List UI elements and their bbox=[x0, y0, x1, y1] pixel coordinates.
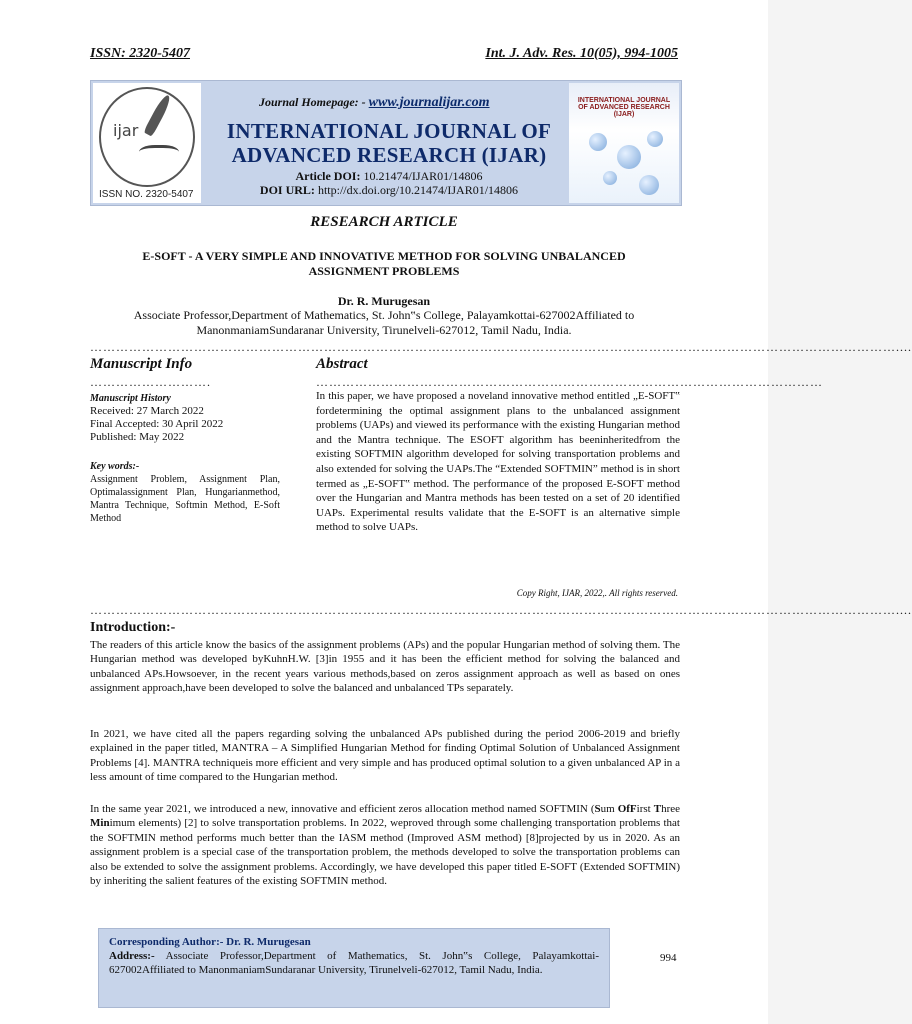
doi-url-label: DOI URL: bbox=[259, 183, 315, 197]
molecule-icon bbox=[603, 171, 617, 185]
address-text: Associate Professor,Department of Mathematics, St. John‟s College, Palayamkottai-627002Affiliated to ManonmaniamSundaranar University, Tirunelveli-627012, Tamil Nadu, India. bbox=[109, 950, 599, 976]
manuscript-dots: ………………………. bbox=[90, 375, 211, 389]
history-label: Manuscript History bbox=[90, 393, 171, 404]
p3-bold: S bbox=[594, 803, 601, 815]
p3-bold: Min bbox=[90, 817, 110, 830]
article-doi: 10.21474/IJAR01/14806 bbox=[363, 169, 483, 183]
abstract-heading: Abstract bbox=[316, 356, 368, 372]
molecule-icon bbox=[617, 145, 641, 169]
keywords-text: Assignment Problem, Assignment Plan, Optimalassignment Plan, Hungarianmethod, Mantra Technique, Softmin Method, E-Soft Method bbox=[90, 474, 280, 524]
journal-title-line2: ADVANCED RESEARCH (IJAR) bbox=[231, 143, 547, 167]
keywords-block bbox=[90, 460, 280, 525]
p3-bold: T bbox=[653, 803, 662, 815]
accepted-date: Final Accepted: 30 April 2022 bbox=[90, 418, 224, 430]
separator-bottom: …………………………………………………………………………………………………………………………………………………………………….... bbox=[90, 603, 912, 617]
journal-homepage bbox=[259, 95, 490, 111]
manuscript-history bbox=[90, 392, 280, 444]
p3-bold: Of bbox=[617, 803, 630, 815]
published-date: Published: May 2022 bbox=[90, 431, 185, 443]
article-title: E-SOFT - A VERY SIMPLE AND INNOVATIVE METHOD FOR SOLVING UNBALANCED ASSIGNMENT PROBLEMS bbox=[142, 249, 626, 278]
issn-label: ISSN: 2320-5407 bbox=[90, 46, 190, 61]
intro-paragraph-3 bbox=[90, 802, 680, 888]
molecule-icon bbox=[639, 175, 659, 195]
p3-text: imum elements) [2] to solve transportation problems. In 2022, weproved through some challenging transportation problems that the SOFTMIN method performs much better than the IASM method (Improved ASM method) [8]projected by us in 2020. As an assignment problem is a special case of the transportation problem, the methods developed to solve the transportation problems can also be extended to solve the assignment problems. Accordingly, we have developed this paper titled E-SOFT (Extended SOFTMIN) by inheriting the salient features of the existing SOFTMIN method. bbox=[90, 817, 680, 888]
article-doi-label: Article DOI: bbox=[295, 169, 361, 183]
intro-paragraph-1: The readers of this article know the basics of the assignment problems (APs) and the popular Hungarian method of solving them. The Hungarian method was developed byKuhnH.W. [3]in 1955 and it has been the efficient method for solving the balanced and unbalanced APs.Howsoever, in the recent years various methods,based on zeros assignment approach as well as based on ones assignment approach,have been developed to solve the balanced and unbalanced TPs separately. bbox=[90, 639, 680, 695]
introduction-heading: Introduction:- bbox=[90, 620, 176, 635]
author-affiliation: Associate Professor,Department of Mathematics, St. John‟s College, Palayamkottai-627002Affiliated to ManonmaniamSundaranar University, Tirunelveli-627012, Tamil Nadu, India. bbox=[133, 308, 635, 337]
abstract-text: In this paper, we have proposed a noveland innovative method entitled „E-SOFT‟ fordetermining the optimal assignment plans to the unbalanced assignment problems (UAPs) and viewed its performance with the existing Hungarian method and the Mantra technique. The ESOFT algorithm has beeninheritedfrom the existing SOFTMIN algorithm developed for solving transportation problems and also extended for solving the UAPs.The “Extended SOFTMIN” method is in short termed as „E-SOFT‟ method. The performance of the proposed E-SOFT method over the Hungarian and Mantra methods has been tested on a set of 20 identified UAPs. Experimental results validate that the E-SOFT is an alternative simple method to solve UAPs. bbox=[316, 390, 680, 534]
corresponding-author-box bbox=[98, 928, 610, 1008]
separator-top: …………………………………………………………………………………………………………………………………………………………………….... bbox=[90, 340, 912, 354]
manuscript-info-heading: Manuscript Info bbox=[90, 356, 193, 372]
p3-text: um bbox=[600, 803, 618, 815]
p3-bold: F bbox=[629, 803, 637, 815]
running-header bbox=[90, 46, 678, 62]
doi-block bbox=[219, 169, 559, 197]
logo-text: ijar bbox=[113, 121, 139, 140]
citation-label: Int. J. Adv. Res. 10(05), 994-1005 bbox=[485, 46, 678, 61]
journal-cover-image bbox=[569, 83, 679, 203]
page-number: 994 bbox=[660, 952, 677, 964]
homepage-label: Journal Homepage: - bbox=[259, 95, 366, 109]
ijar-logo bbox=[93, 83, 201, 203]
doi-url-link[interactable]: http://dx.doi.org/10.21474/IJAR01/14806 bbox=[317, 183, 519, 197]
copyright-notice: Copy Right, IJAR, 2022,. All rights reserved. bbox=[516, 588, 678, 598]
author-name: Dr. R. Murugesan bbox=[337, 294, 431, 308]
keywords-label: Key words:- bbox=[90, 461, 140, 472]
p3-text: In the same year 2021, we introduced a new, innovative and efficient zeros allocation method named SOFTMIN ( bbox=[90, 803, 595, 815]
journal-title-line1: INTERNATIONAL JOURNAL OF bbox=[226, 119, 552, 143]
article-type: RESEARCH ARTICLE bbox=[310, 214, 458, 230]
intro-paragraph-2: In 2021, we have cited all the papers regarding solving the unbalanced APs published during the period 2006-2019 and briefly explained in the paper titled, MANTRA – A Simplified Hungarian Method for finding Optimal Solution of Unbalanced Assignment Problems [4]. MANTRA techniqueis more efficient and very simple and has produced optimal solution to a given unbalanced AP in a less amount of time compared to the Hungarian method. bbox=[90, 728, 680, 784]
p3-text: hree bbox=[661, 803, 680, 815]
homepage-link[interactable]: www.journalijar.com bbox=[368, 95, 490, 110]
book-icon bbox=[139, 145, 179, 162]
received-date: Received: 27 March 2022 bbox=[90, 405, 204, 417]
cover-title: INTERNATIONAL JOURNAL OF ADVANCED RESEARCH (IJAR) bbox=[577, 97, 671, 118]
logo-issn: ISSN NO. 2320-5407 bbox=[99, 189, 194, 200]
journal-banner bbox=[90, 80, 682, 206]
molecule-icon bbox=[589, 133, 607, 151]
corresponding-author-heading: Corresponding Author:- Dr. R. Murugesan bbox=[109, 936, 311, 948]
journal-title bbox=[219, 119, 559, 167]
address-label: Address:- bbox=[109, 950, 155, 962]
abstract-dots: ……………………………………………………………………………………………………… bbox=[316, 375, 823, 389]
p3-text: irst bbox=[636, 803, 654, 815]
molecule-icon bbox=[647, 131, 663, 147]
